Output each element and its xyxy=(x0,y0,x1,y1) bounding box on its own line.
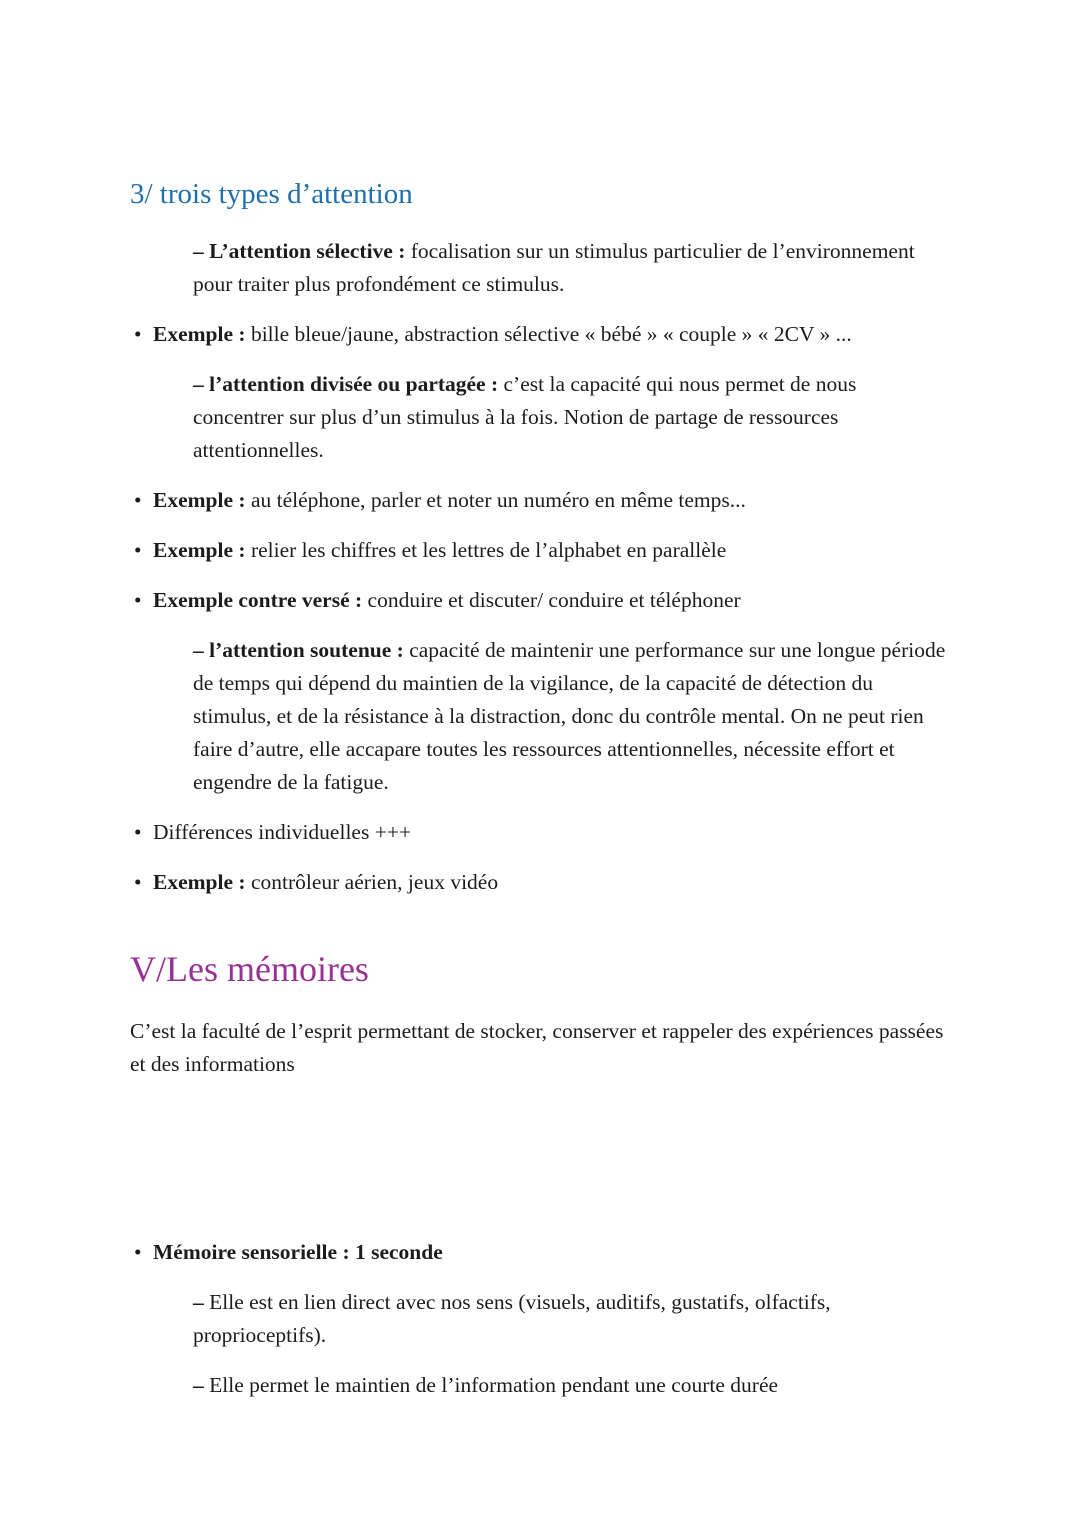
example-relier-lead: Exemple : xyxy=(153,538,246,562)
memoire-sensorielle-lien-sens-dash: – xyxy=(193,1290,204,1314)
example-telephone-lead: Exemple : xyxy=(153,488,246,512)
example-bille-lead: Exemple : xyxy=(153,322,246,346)
definition-attention-divisee-lead: – l’attention divisée ou partagée : xyxy=(193,372,499,396)
example-telephone-item xyxy=(130,484,947,517)
example-controleur-lead: Exemple : xyxy=(153,870,246,894)
definition-attention-divisee-body: c’est la capacité qui nous permet de nous concentrer sur plus d’un stimulus à la fois. Notion de partage de ressources attentionnelles. xyxy=(193,372,857,462)
memoire-sensorielle-courte-duree-body: Elle permet le maintien de l’information pendant une courte durée xyxy=(203,1373,779,1397)
example-contre-verse-lead: Exemple contre versé : xyxy=(153,588,363,612)
example-bille-body: bille bleue/jaune, abstraction sélective « bébé » « couple » « 2CV » ... xyxy=(245,322,852,346)
memoire-sensorielle-lien-sens xyxy=(193,1286,947,1352)
definition-attention-selective-body: focalisation sur un stimulus particulier de l’environnement pour traiter plus profondément ce stimulus. xyxy=(193,239,915,296)
example-bille-item xyxy=(130,318,947,351)
memoire-sensorielle-item xyxy=(130,1236,947,1269)
blank-gap xyxy=(130,1098,947,1236)
example-controleur-body: contrôleur aérien, jeux vidéo xyxy=(245,870,499,894)
memoire-sensorielle-courte-duree xyxy=(193,1369,947,1402)
definition-attention-divisee xyxy=(193,368,947,467)
differences-individuelles-body: Différences individuelles +++ xyxy=(153,820,412,844)
definition-attention-soutenue xyxy=(193,634,947,799)
section-heading-les-memoires: V/Les mémoires xyxy=(130,949,369,989)
example-relier-item xyxy=(130,534,947,567)
memoire-sensorielle-lien-sens-body: Elle est en lien direct avec nos sens (visuels, auditifs, gustatifs, olfactifs, proprioceptifs). xyxy=(193,1290,831,1347)
differences-individuelles-item xyxy=(130,816,947,849)
example-telephone-body: au téléphone, parler et noter un numéro en même temps... xyxy=(245,488,746,512)
definition-attention-soutenue-lead: – l’attention soutenue : xyxy=(193,638,404,662)
definition-attention-soutenue-body: capacité de maintenir une performance sur une longue période de temps qui dépend du maintien de la vigilance, de la capacité de détection du stimulus, et de la résistance à la distraction, donc du contrôle mental. On ne peut rien faire d’autre, elle accapare toutes les ressources attentionnelles, nécessite effort et engendre de la fatigue. xyxy=(193,638,946,794)
definition-attention-selective-lead: – L’attention sélective : xyxy=(193,239,406,263)
example-contre-verse-body: conduire et discuter/ conduire et téléphoner xyxy=(362,588,741,612)
section-heading-trois-types-attention: 3/ trois types d’attention xyxy=(130,178,413,210)
memoire-sensorielle-courte-duree-dash: – xyxy=(193,1373,204,1397)
example-contre-verse-item xyxy=(130,584,947,617)
memoires-intro-paragraph: C’est la faculté de l’esprit permettant de stocker, conserver et rappeler des expériences passées et des informations xyxy=(130,1019,944,1076)
example-controleur-item xyxy=(130,866,947,899)
definition-attention-selective xyxy=(193,235,947,301)
memoire-sensorielle-lead: Mémoire sensorielle : 1 seconde xyxy=(153,1240,443,1264)
example-relier-body: relier les chiffres et les lettres de l’alphabet en parallèle xyxy=(245,538,727,562)
